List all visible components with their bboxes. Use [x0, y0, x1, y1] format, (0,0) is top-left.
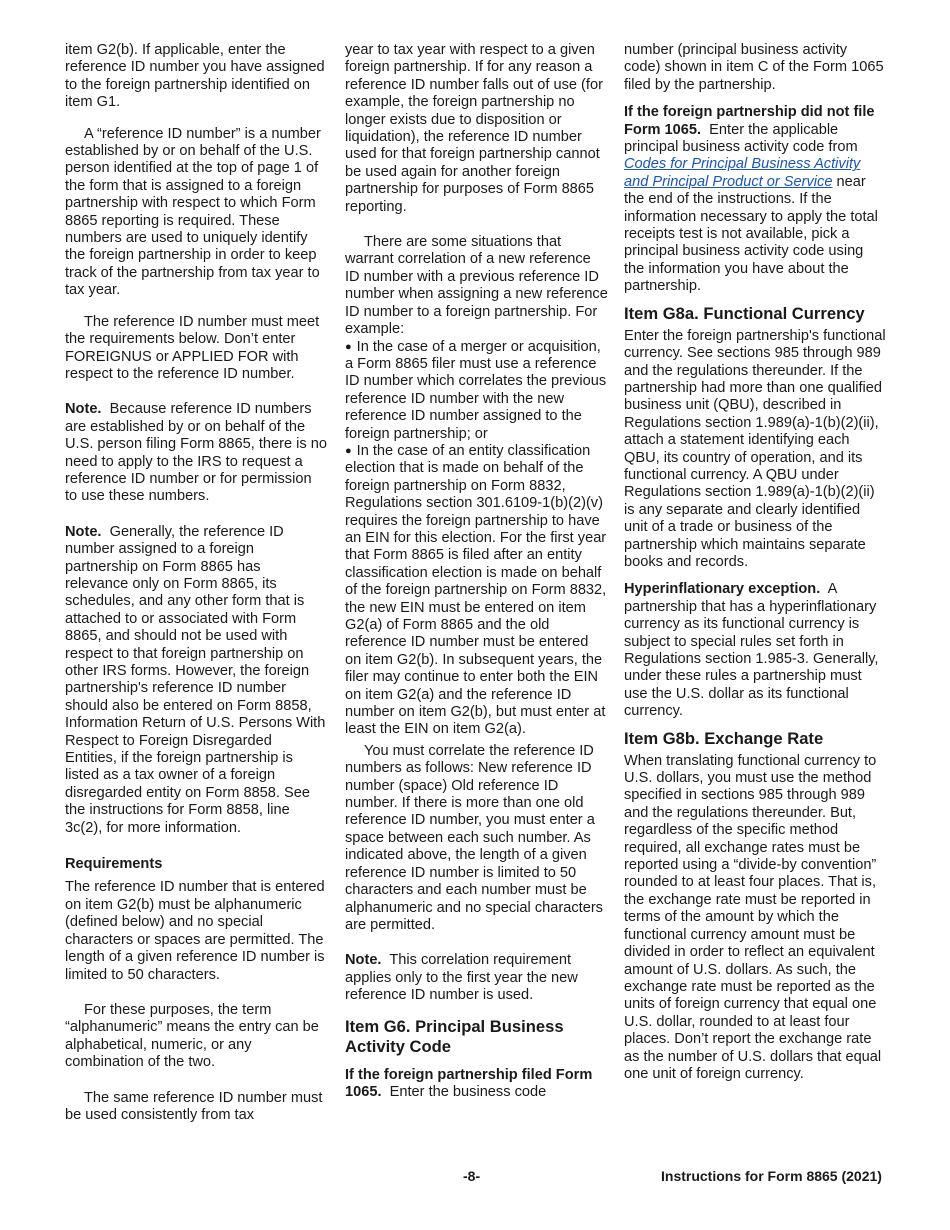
paragraph: Enter the foreign partnership's functional currency. See sections 985 through 989 and the regulations thereunder. If the partnership had more than one qualified business unit (QBU), described in Regulations section 1.989(a)-1(b)(2)(ii), attach a statement identifying each QBU, its country of operation, and its functional currency. A QBU under Regulations section 1.989(a)-1(b)(2)(ii) is any separate and clearly identified unit of a trade or business of the partnership which maintains separate books and records.: [624, 327, 886, 570]
paragraph-text: Enter the business code: [389, 1083, 547, 1100]
paragraph-text: near the end of the instructions. If the information necessary to apply the total receipts test is not available, pick a principal business activity code using the information you have about the partnership.: [624, 173, 878, 295]
bullet-icon: ●: [345, 444, 352, 457]
paragraph: [345, 1067, 608, 1102]
paragraph: The same reference ID number must be used consistently from tax: [65, 1089, 323, 1123]
paragraph: For these purposes, the term “alphanumeric” means the entry can be alphabetical, numeric, or any combination of the two.: [65, 1001, 319, 1071]
paragraph: number (principal business activity code) shown in item C of the Form 1065 filed by the partnership.: [624, 42, 884, 93]
paragraph: There are some situations that warrant correlation of a new reference ID number with a previous reference ID number when assigning a new reference ID number to a foreign partnership. For example:: [345, 234, 608, 338]
paragraph: [624, 104, 886, 295]
note-text: Because reference ID numbers are established by or on behalf of the U.S. person filing Form 8865, there is no need to apply to the IRS to request a reference ID number or for permission to use these numbers.: [65, 401, 328, 505]
paragraph: When translating functional currency to U.S. dollars, you must use the method specified in sections 985 through 989 and the regulations thereunder. But, regardless of the specific method required, all exchange rates must be reported using a “divide-by convention” rounded to at least four places. That is, the exchange rate must be reported in terms of the amount by which the functional currency amount must be divided in order to reflect an equivalent amount of U.S. dollars. As such, the exchange rate must be reported as the units of foreign currency that equal one U.S. dollar, rounded to at least four places. Don’t report the exchange rate as the number of U.S. dollars that equal one unit of foreign currency.: [624, 752, 882, 1082]
paragraph-text: A partnership that has a hyperinflationary currency as its functional currency is subject to special rules set forth in Regulations section 1.985-3. Generally, under these rules a partnership must use the U.S. dollar as its functional currency.: [624, 581, 879, 720]
note-label: Note.: [65, 401, 102, 418]
bullet-item: [345, 443, 608, 739]
note-text: Generally, the reference ID number assigned to a foreign partnership on Form 8865 has relevance only on Form 8865, its schedules, and any other form that is attached to or associated with Form 8865, and should not be used with respect to that foreign partnership on other IRS forms. However, the foreign partnership's reference ID number should also be entered on Form 8858, Information Return of U.S. Persons With Respect to Foreign Disregarded Entities, if the foreign partnership is listed as a tax owner of a foreign disregarded entity on Form 8858. See the instructions for Form 8858, line 3c(2), for more information.: [65, 523, 326, 836]
paragraph: [624, 581, 886, 720]
requirements-heading: Requirements: [65, 856, 163, 873]
page-number: -8-: [463, 1168, 481, 1184]
column-3: [624, 42, 886, 1097]
note-text: This correlation requirement applies only to the first year the new reference ID number is used.: [345, 952, 578, 1004]
paragraph: The reference ID number that is entered on item G2(b) must be alphanumeric (defined below) and no special characters or spaces are permitted. The length of a given reference ID number is limited to 50 characters.: [65, 879, 325, 983]
paragraph: The reference ID number must meet the requirements below. Don’t enter FOREIGNUS or APPLIED FOR with respect to the reference ID number.: [65, 313, 320, 382]
paragraph: A “reference ID number” is a number established by or on behalf of the U.S. person identified at the top of page 1 of the form that is assigned to a foreign partnership with respect to which Form 8865 reporting is required. These numbers are used to uniquely identify the foreign partnership in order to keep track of the partnership from tax year to tax year.: [65, 125, 321, 299]
paragraph-text: Enter the applicable principal business activity code from: [624, 121, 858, 156]
business-codes-link[interactable]: Codes for Principal Business Activity and Principal Product or Service: [624, 156, 861, 190]
lead-in: If the foreign partnership filed Form 1065.: [345, 1066, 593, 1100]
lead-in: If the foreign partnership did not file Form 1065.: [624, 104, 875, 138]
paragraph: You must correlate the reference ID numbers as follows: New reference ID number (space) Old reference ID number. If there is more than one old reference ID number, you must enter a space between each such number. As indicated above, the length of a given reference ID number is limited to 50 characters and each number must be alphanumeric and no special characters are permitted.: [345, 742, 603, 933]
note-label: Note.: [65, 523, 102, 540]
section-heading-g8a: Item G8a. Functional Currency: [624, 303, 865, 323]
note-label: Note.: [345, 952, 382, 969]
note-paragraph: [65, 524, 327, 837]
bullet-text: In the case of an entity classification election that is made on behalf of the foreign partnership on Form 8832, Regulations section 301.6109-1(b)(2)(v) requires the foreign partnership to have an EIN for this election. For the first year that Form 8865 is filed after an entity classification election is made on behalf of the foreign partnership on Form 8832, the new EIN must be entered on item G2(a) of Form 8865 and the old reference ID number must be entered on item G2(b). In subsequent years, the filer may continue to enter both the EIN on item G2(a) and the reference ID number on item G2(b), but must enter at least the EIN on item G2(a).: [345, 442, 607, 738]
note-paragraph: [65, 401, 327, 505]
paragraph: item G2(b). If applicable, enter the reference ID number you have assigned to the foreign partnership identified on item G1.: [65, 42, 325, 111]
paragraph: year to tax year with respect to a given foreign partnership. If for any reason a reference ID number falls out of use (for example, the foreign partnership no longer exists due to disposition or liquidation), the reference ID number used for that foreign partnership cannot be used again for another foreign partnership for purposes of Form 8865 reporting.: [345, 42, 603, 215]
note-paragraph: [345, 952, 608, 1004]
column-2: [345, 42, 608, 1115]
bullet-icon: ●: [345, 340, 352, 353]
section-heading-g8b: Item G8b. Exchange Rate: [624, 728, 824, 748]
form-title-footer: Instructions for Form 8865 (2021): [661, 1168, 882, 1184]
lead-in: Hyperinflationary exception.: [624, 581, 821, 598]
section-heading-g6: Item G6. Principal Business Activity Code: [345, 1016, 564, 1056]
column-1: [65, 42, 327, 1138]
bullet-item: [345, 339, 608, 443]
bullet-text: In the case of a merger or acquisition, a Form 8865 filer must use a reference ID number which correlates the previous reference ID number with the new reference ID number assigned to the foreign partnership; or: [345, 338, 607, 442]
